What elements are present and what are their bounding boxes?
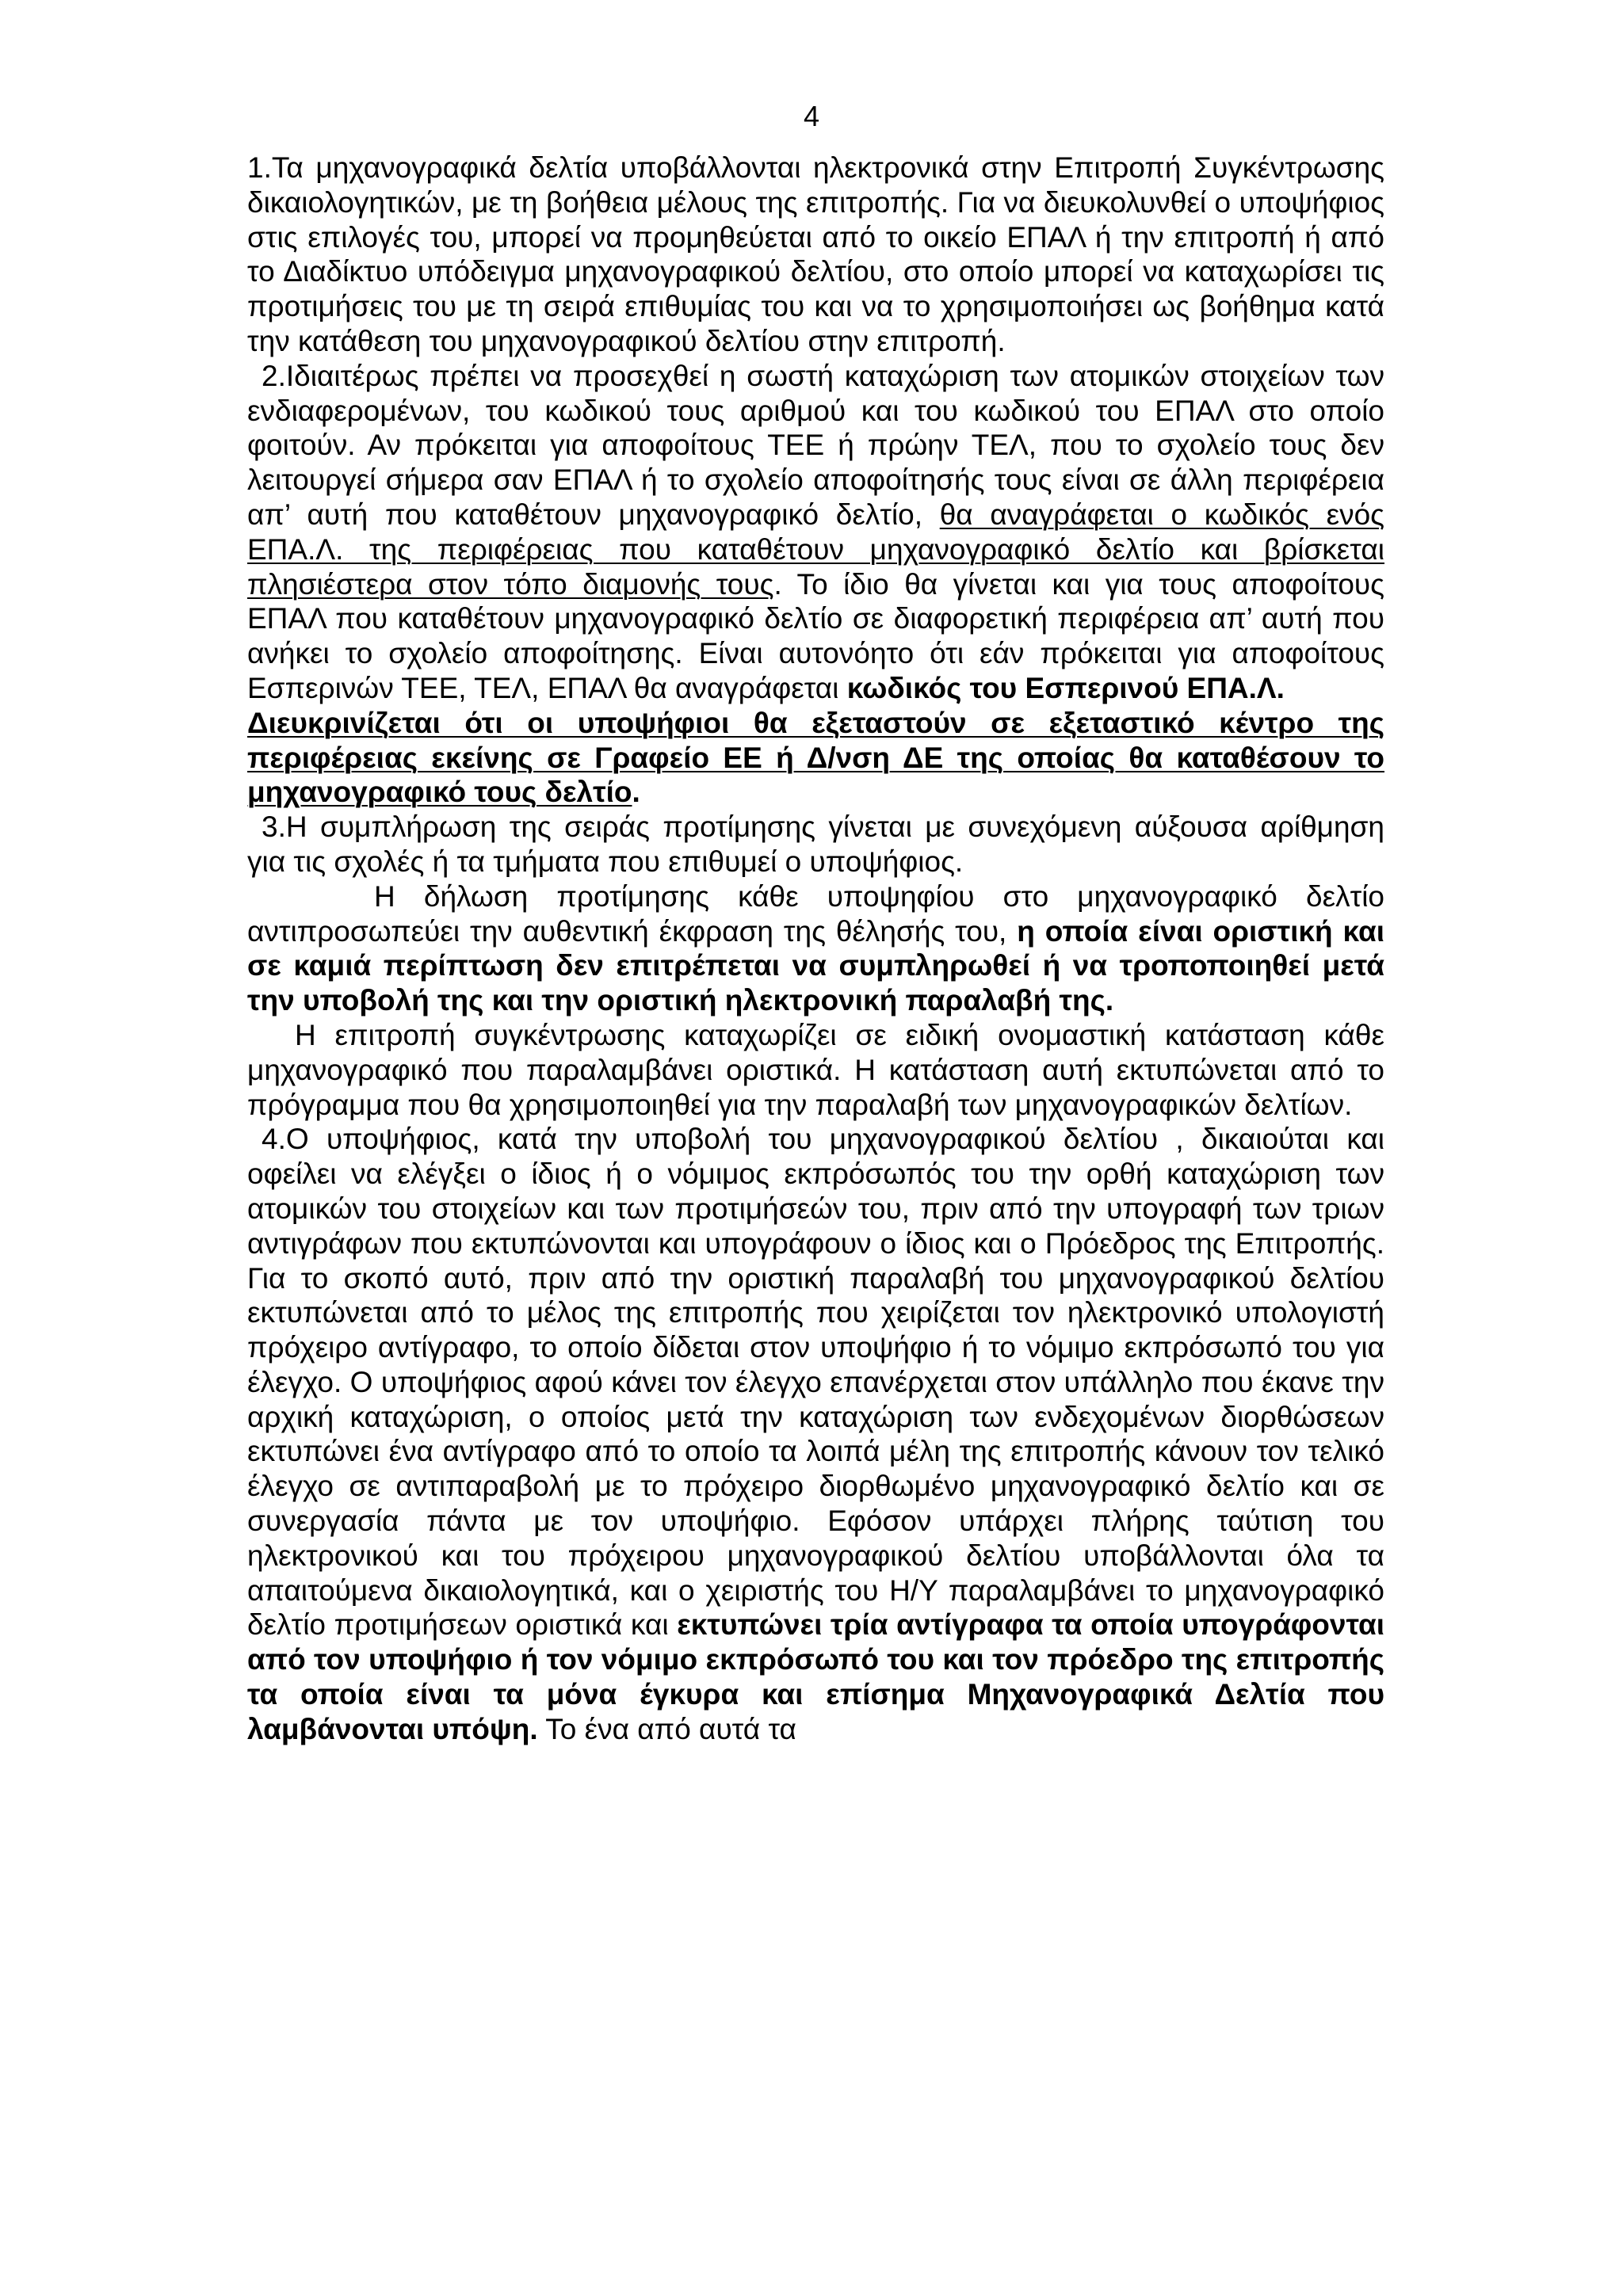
text-run: Η δήλωση προτίμησης κάθε υποψηφίου στο μηχανογραφικό δελτίο αντιπροσωπεύει την αυθεντική έκφραση της θέλησής του, <box>247 879 1384 948</box>
text-run: Η επιτροπή συγκέντρωσης καταχωρίζει σε ειδική ονομαστική κατάσταση κάθε μηχανογραφικό που παραλαμβάνει οριστικά. Η κατάσταση αυτή εκτυπώνεται από το πρόγραμμα που θα χρησιμοποιηθεί για την παραλαβή των μηχανογραφικών δελτίων. <box>247 1018 1384 1121</box>
paragraph-4 <box>247 810 1384 879</box>
text-run: . Το ίδιο θα γίνεται και για τους αποφοίτους ΕΠΑΛ που καταθέτουν μηχανογραφικό δελτίο σε διαφορετική περιφέρεια απ’ αυτή που ανήκει το σχολείο αποφοίτησης. Είναι αυτονόητο ότι εάν πρόκειται για αποφοίτους Εσπερινών ΤΕΕ, ΤΕΛ, ΕΠΑΛ θα αναγράφεται <box>247 567 1384 704</box>
text-run: 4.Ο υποψήφιος, κατά την υποβολή του μηχανογραφικού δελτίου , δικαιούται και οφείλει να ελέγξει ο ίδιος ή ο νόμιμος εκπρόσωπός του την ορθή καταχώριση των ατομικών του στοιχείων και των προτιμήσεών του, πριν από την υπογραφή των τριων αντιγράφων που εκτυπώνονται και υπογράφουν ο ίδιος και ο Πρόεδρος της Επιτροπής. Για το σκοπό αυτό, πριν από την οριστική παραλαβή του μηχανογραφικού δελτίου εκτυπώνεται από το μέλος της επιτροπής που χειρίζεται τον ηλεκτρονικό υπολογιστή πρόχειρο αντίγραφο, το οποίο δίδεται στον υποψήφιο ή το νόμιμο εκπρόσωπό του για έλεγχο. Ο υποψήφιος αφού κάνει τον έλεγχο επανέρχεται στον υπάλληλο που έκανε την αρχική καταχώριση, ο οποίος μετά την καταχώριση των ενδεχομένων διορθώσεων εκτυπώνει ένα αντίγραφο από το οποίο τα λοιπά μέλη της επιτροπής κάνουν τον τελικό έλεγχο σε αντιπαραβολή με το πρόχειρο διορθωμένο μηχανογραφικό δελτίο και σε συνεργασία πάντα με τον υποψήφιο. Εφόσον υπάρχει πλήρης ταύτιση του ηλεκτρονικού και του πρόχειρου μηχανογραφικού δελτίου υποβάλλονται όλα τα απαιτούμενα δικαιολογητικά, και ο χειριστής του Η/Υ παραλαμβάνει το μηχανογραφικό δελτίο προτιμήσεων οριστικά και <box>247 1123 1384 1642</box>
bold-text-run: κωδικός του Εσπερινού ΕΠΑ.Λ. <box>846 671 1285 704</box>
paragraph-3 <box>247 706 1384 810</box>
text-run: Το ένα από αυτά τα <box>537 1712 796 1745</box>
text-run: 2.Ιδιαιτέρως πρέπει να προσεχθεί η σωστή καταχώριση των ατομικών στοιχείων των ενδιαφερομένων, του κωδικού τους αριθμού και του κωδικού του ΕΠΑΛ στο οποίο φοιτούν. Αν πρόκειται για αποφοίτους ΤΕΕ ή πρώην ΤΕΛ, που το σχολείο τους δεν λειτουργεί σήμερα σαν ΕΠΑΛ ή το σχολείο αποφοίτησής τους είναι σε άλλη περιφέρεια απ’ αυτή που καταθέτουν μηχανογραφικό δελτίο, <box>247 359 1384 531</box>
text-run: 3.Η συμπλήρωση της σειράς προτίμησης γίνεται με συνεχόμενη αύξουσα αρίθμηση για τις σχολές ή τα τμήματα που επιθυμεί ο υποψήφιος. <box>247 810 1384 878</box>
underlined-text-run: θα αναγράφεται ο κωδικός ενός ΕΠΑ.Λ. της περιφέρειας που καταθέτουν μηχανογραφικό δελτίο και βρίσκεται πλησιέστερα στον τόπο διαμονής τους <box>247 498 1384 601</box>
bold-underlined-text-run: Διευκρινίζεται ότι οι υποψήφιοι θα εξεταστούν σε εξεταστικό κέντρο της περιφέρειας εκείνης σε Γραφείο ΕΕ ή Δ/νση ΔΕ της οποίας θα καταθέσουν το μηχανογραφικό τους δελτίο <box>247 706 1384 809</box>
paragraph-6 <box>247 1018 1384 1122</box>
bold-text-run: η οποία είναι οριστική και σε καμιά περίπτωση δεν επιτρέπεται να συμπληρωθεί ή να τροποποιηθεί μετά την υποβολή της και την οριστική ηλεκτρονική παραλαβή της. <box>247 914 1384 1017</box>
paragraph-7 <box>247 1122 1384 1746</box>
paragraph-1 <box>247 151 1384 359</box>
bold-text-run: εκτυπώνει τρία αντίγραφα τα οποία υπογράφονται από τον υποψήφιο ή τον νόμιμο εκπρόσωπό του και τον πρόεδρο της επιτροπής τα οποία είναι τα μόνα έγκυρα και επίσημα Μηχανογραφικά Δελτία που λαμβάνονται υπόψη. <box>247 1608 1384 1745</box>
bold-text-run: . <box>632 776 640 809</box>
document-body <box>247 151 1384 1747</box>
text-run: 1.Τα μηχανογραφικά δελτία υποβάλλονται ηλεκτρονικά στην Επιτροπή Συγκέντρωσης δικαιολογητικών, με τη βοήθεια μέλους της επιτροπής. Για να διευκολυνθεί ο υποψήφιος στις επιλογές του, μπορεί να προμηθεύεται από το οικείο ΕΠΑΛ ή την επιτροπή ή από το Διαδίκτυο υπόδειγμα μηχανογραφικού δελτίου, στο οποίο μπορεί να καταχωρίσει τις προτιμήσεις του με τη σειρά επιθυμίας του και να το χρησιμοποιήσει ως βοήθημα κατά την κατάθεση του μηχανογραφικού δελτίου στην επιτροπή. <box>247 151 1384 357</box>
page-number: 4 <box>803 100 820 132</box>
paragraph-5 <box>247 879 1384 1018</box>
paragraph-2 <box>247 359 1384 706</box>
